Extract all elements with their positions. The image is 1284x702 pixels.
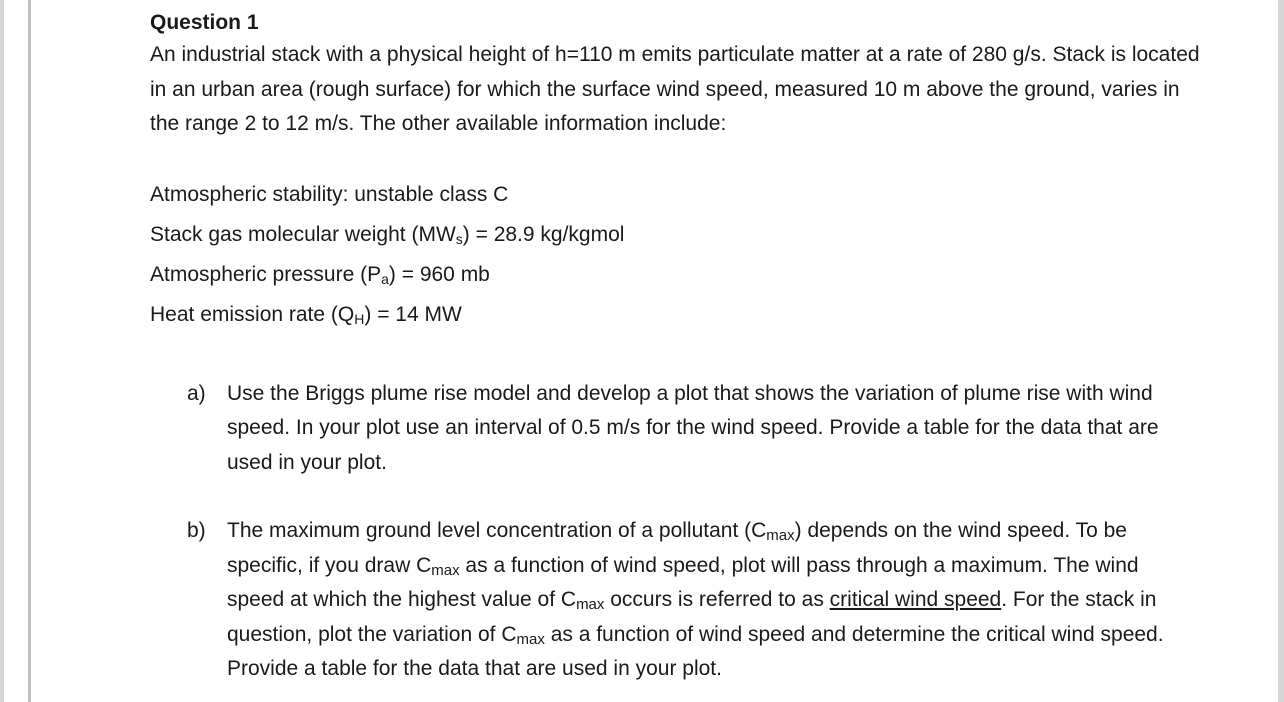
critical-wind-speed-term: critical wind speed bbox=[829, 588, 1002, 611]
viewer-left-edge bbox=[0, 0, 4, 702]
info-atmospheric-pressure: Atmospheric pressure $(P_a) = 960$ mb bbox=[150, 262, 490, 287]
info-stability: Atmospheric stability: unstable class C bbox=[150, 182, 509, 206]
part-a-label: a) bbox=[187, 381, 206, 405]
part-b-label: b) bbox=[187, 519, 206, 542]
document-page bbox=[150, 8, 1210, 687]
part-b bbox=[150, 514, 1210, 687]
page-left-shadow bbox=[28, 0, 31, 702]
part-a-text: Use the Briggs plume rise model and develop a plot that shows the variation of plume rise with wind speed. In your plot use an interval of 0.5 m/s for the wind speed. Provide a table for the data that are used in your plot. bbox=[227, 381, 1159, 474]
info-molecular-weight: Stack gas molecular weight $(MW_s) = 28.9$ kg/kgmol bbox=[150, 222, 625, 247]
part-a bbox=[150, 377, 1210, 481]
question-intro: An industrial stack with a physical height of h=110 m emits particulate matter at a rate of 280 g/s. Stack is located in an urban area (rough surface) for which the surface wind speed, measured 10 m above the ground, varies in the range 2 to 12 m/s. The other available information include: bbox=[150, 43, 1200, 135]
info-heat-emission: Heat emission rate $(Q_H) = 14$ MW bbox=[150, 302, 462, 327]
given-info-list bbox=[150, 175, 1210, 335]
viewer-scrollbar-track[interactable] bbox=[1278, 0, 1284, 702]
part-b-text: The maximum ground level concentration of a pollutant (Cmax) depends on the wind speed. To be specific, if you draw Cmax as a function of wind speed, plot will pass through a maximum. The wind speed at which the highest value of Cmax occurs is referred to as critical wind speed. For the stack in question, plot the variation of Cmax as a function of wind speed and determine the critical wind speed. Provide a table for the data that are used in your plot. bbox=[227, 519, 1164, 680]
question-title: Question 1 bbox=[150, 11, 259, 34]
sub-question-list bbox=[150, 377, 1210, 687]
